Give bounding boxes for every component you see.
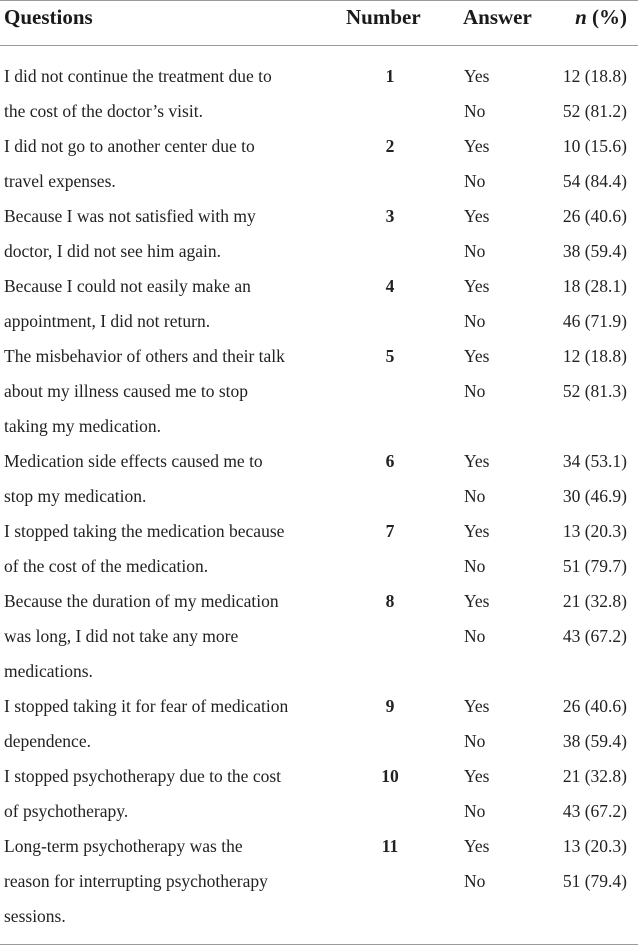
- answer-no: No: [464, 486, 486, 506]
- answer-no: No: [464, 311, 486, 331]
- count-percent-yes: 21 (32.8): [562, 591, 627, 611]
- answer-no: No: [464, 731, 486, 751]
- answer-cell: [464, 269, 489, 339]
- question-text: [4, 269, 334, 339]
- question-line: I did not go to another center due to: [4, 136, 255, 156]
- answer-cell: [464, 514, 489, 584]
- answer-no: No: [464, 871, 486, 891]
- question-line: Because I could not easily make an: [4, 276, 251, 296]
- question-text: [4, 199, 334, 269]
- question-number: 11: [381, 836, 399, 856]
- answer-yes: Yes: [464, 696, 490, 716]
- count-percent-cell: [563, 59, 627, 129]
- question-line: I stopped taking it for fear of medication: [4, 696, 289, 716]
- count-percent-yes: 34 (53.1): [562, 451, 627, 471]
- question-line: The misbehavior of others and their talk: [4, 346, 285, 366]
- count-percent-yes: 13 (20.3): [562, 836, 627, 856]
- question-number: 10: [381, 766, 399, 786]
- question-line: taking my medication.: [4, 416, 161, 436]
- count-percent-cell: [563, 199, 627, 269]
- question-line: Long-term psychotherapy was the: [4, 836, 243, 856]
- question-text: [4, 59, 334, 129]
- count-percent-no: 52 (81.2): [562, 101, 627, 121]
- question-line: Because the duration of my medication: [4, 591, 279, 611]
- count-percent-cell: [563, 129, 627, 199]
- question-line: of the cost of the medication.: [4, 556, 209, 576]
- answer-yes: Yes: [464, 521, 490, 541]
- answer-no: No: [464, 801, 486, 821]
- question-line: about my illness caused me to stop: [4, 381, 248, 401]
- question-number: 4: [385, 276, 395, 296]
- count-percent-yes: 21 (32.8): [562, 766, 627, 786]
- answer-no: No: [464, 101, 486, 121]
- header-number: Number: [346, 5, 421, 29]
- question-line: Because I was not satisfied with my: [4, 206, 256, 226]
- question-text: [4, 339, 334, 444]
- question-number: 6: [385, 451, 395, 471]
- count-percent-no: 43 (67.2): [562, 626, 627, 646]
- table-bottom-rule: [0, 944, 638, 945]
- header-rule: [0, 45, 638, 46]
- header-n-percent: [575, 2, 627, 32]
- question-number: 3: [385, 206, 395, 226]
- answer-yes: Yes: [464, 346, 490, 366]
- question-number: 9: [385, 696, 395, 716]
- question-number: 8: [385, 591, 395, 611]
- count-percent-yes: 18 (28.1): [562, 276, 627, 296]
- question-number: 2: [385, 136, 395, 156]
- count-percent-no: 54 (84.4): [562, 171, 627, 191]
- question-line: medications.: [4, 661, 93, 681]
- count-percent-cell: [563, 584, 627, 654]
- answer-no: No: [464, 381, 486, 401]
- header-n: n: [575, 5, 587, 29]
- question-text: [4, 584, 334, 689]
- question-line: stop my medication.: [4, 486, 147, 506]
- count-percent-yes: 26 (40.6): [562, 696, 627, 716]
- answer-cell: [464, 584, 489, 654]
- count-percent-cell: [563, 514, 627, 584]
- answer-yes: Yes: [464, 276, 490, 296]
- question-line: doctor, I did not see him again.: [4, 241, 222, 261]
- count-percent-no: 51 (79.4): [562, 871, 627, 891]
- question-line: travel expenses.: [4, 171, 116, 191]
- count-percent-no: 43 (67.2): [562, 801, 627, 821]
- answer-yes: Yes: [464, 136, 490, 156]
- count-percent-yes: 12 (18.8): [562, 66, 627, 86]
- count-percent-no: 30 (46.9): [562, 486, 627, 506]
- answer-cell: [464, 59, 489, 129]
- question-line: Medication side effects caused me to: [4, 451, 263, 471]
- answer-cell: [464, 759, 489, 829]
- question-text: [4, 514, 334, 584]
- header-answer: Answer: [463, 5, 532, 29]
- table-top-rule: [0, 0, 638, 1]
- question-text: [4, 689, 334, 759]
- answer-cell: [464, 829, 489, 899]
- count-percent-yes: 12 (18.8): [562, 346, 627, 366]
- count-percent-cell: [563, 444, 627, 514]
- question-line: was long, I did not take any more: [4, 626, 239, 646]
- question-line: the cost of the doctor’s visit.: [4, 101, 203, 121]
- answer-cell: [464, 129, 489, 199]
- count-percent-yes: 26 (40.6): [562, 206, 627, 226]
- question-line: I stopped psychotherapy due to the cost: [4, 766, 282, 786]
- answer-yes: Yes: [464, 66, 490, 86]
- count-percent-cell: [563, 829, 627, 899]
- question-number: 1: [385, 66, 395, 86]
- question-number: 7: [385, 521, 395, 541]
- question-line: I stopped taking the medication because: [4, 521, 285, 541]
- question-text: [4, 829, 334, 934]
- header-percent: (%): [586, 5, 627, 29]
- question-line: appointment, I did not return.: [4, 311, 211, 331]
- answer-cell: [464, 339, 489, 409]
- count-percent-cell: [563, 689, 627, 759]
- count-percent-cell: [563, 269, 627, 339]
- count-percent-no: 38 (59.4): [562, 241, 627, 261]
- question-line: reason for interrupting psychotherapy: [4, 871, 268, 891]
- question-line: I did not continue the treatment due to: [4, 66, 272, 86]
- count-percent-yes: 13 (20.3): [562, 521, 627, 541]
- count-percent-no: 51 (79.7): [562, 556, 627, 576]
- question-line: sessions.: [4, 906, 66, 926]
- answer-cell: [464, 199, 489, 269]
- answer-cell: [464, 689, 489, 759]
- question-text: [4, 444, 334, 514]
- answer-yes: Yes: [464, 451, 490, 471]
- question-text: [4, 129, 334, 199]
- question-line: dependence.: [4, 731, 91, 751]
- question-text: [4, 759, 334, 829]
- header-questions: Questions: [4, 5, 93, 29]
- answer-yes: Yes: [464, 836, 490, 856]
- question-number: 5: [385, 346, 395, 366]
- count-percent-cell: [563, 759, 627, 829]
- question-line: of psychotherapy.: [4, 801, 129, 821]
- answer-no: No: [464, 626, 486, 646]
- count-percent-no: 46 (71.9): [562, 311, 627, 331]
- answer-no: No: [464, 171, 486, 191]
- count-percent-yes: 10 (15.6): [562, 136, 627, 156]
- answer-yes: Yes: [464, 206, 490, 226]
- answer-no: No: [464, 556, 486, 576]
- count-percent-cell: [563, 339, 627, 409]
- answer-cell: [464, 444, 489, 514]
- answer-yes: Yes: [464, 766, 490, 786]
- answer-no: No: [464, 241, 486, 261]
- count-percent-no: 38 (59.4): [562, 731, 627, 751]
- answer-yes: Yes: [464, 591, 490, 611]
- count-percent-no: 52 (81.3): [562, 381, 627, 401]
